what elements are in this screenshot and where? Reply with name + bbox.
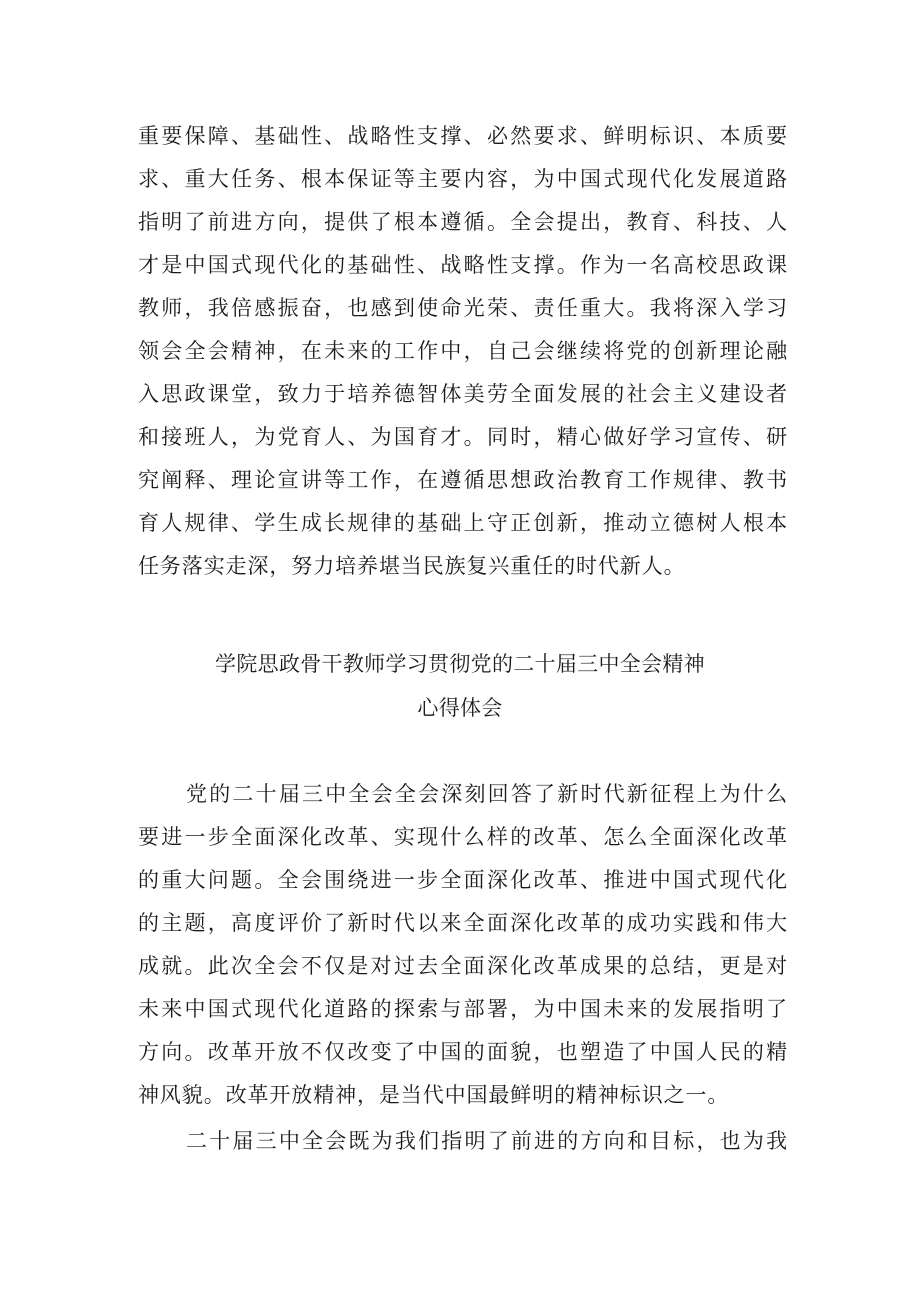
section-title-line-2: 心得体会 (417, 696, 503, 720)
paragraph-line: 神风貌。改革开放精神，是当代中国最鲜明的精神标识之一。 (138, 1083, 730, 1107)
section-title-line-1: 学院思政骨干教师学习贯彻党的二十届三中全会精神 (215, 652, 705, 676)
paragraph-line: 和接班人，为党育人、为国育才。同时，精心做好学习宣传、研 (138, 425, 788, 449)
paragraph-line: 育人规律、学生成长规律的基础上守正创新，推动立德树人根本 (138, 511, 788, 535)
paragraph-line: 的主题，高度评价了新时代以来全面深化改革的成功实践和伟大 (138, 911, 788, 935)
paragraph-line: 的重大问题。全会围绕进一步全面深化改革、推进中国式现代化 (138, 868, 788, 892)
paragraph-line: 才是中国式现代化的基础性、战略性支撑。作为一名高校思政课 (138, 253, 788, 277)
paragraph-line: 究阐释、理论宣讲等工作，在遵循思想政治教育工作规律、教书 (138, 468, 788, 492)
paragraph-line: 党的二十届三中全会全会深刻回答了新时代新征程上为什么 (186, 782, 788, 806)
paragraph-line: 二十届三中全会既为我们指明了前进的方向和目标，也为我 (186, 1129, 788, 1153)
paragraph-line: 成就。此次全会不仅是对过去全面深化改革成果的总结，更是对 (138, 954, 788, 978)
paragraph-line: 入思政课堂，致力于培养德智体美劳全面发展的社会主义建设者 (138, 382, 788, 406)
paragraph-line: 任务落实走深，努力培养堪当民族复兴重任的时代新人。 (138, 554, 686, 578)
paragraph-line: 重要保障、基础性、战略性支撑、必然要求、鲜明标识、本质要 (138, 124, 788, 148)
paragraph-line: 领会全会精神，在未来的工作中，自己会继续将党的创新理论融 (138, 339, 788, 363)
paragraph-line: 方向。改革开放不仅改变了中国的面貌，也塑造了中国人民的精 (138, 1040, 788, 1064)
paragraph-line: 指明了前进方向，提供了根本遵循。全会提出，教育、科技、人 (138, 210, 788, 234)
paragraph-line: 要进一步全面深化改革、实现什么样的改革、怎么全面深化改革 (138, 825, 788, 849)
paragraph-line: 未来中国式现代化道路的探索与部署，为中国未来的发展指明了 (138, 997, 788, 1021)
paragraph-line: 教师，我倍感振奋，也感到使命光荣、责任重大。我将深入学习 (138, 296, 788, 320)
paragraph-line: 求、重大任务、根本保证等主要内容，为中国式现代化发展道路 (138, 167, 788, 191)
